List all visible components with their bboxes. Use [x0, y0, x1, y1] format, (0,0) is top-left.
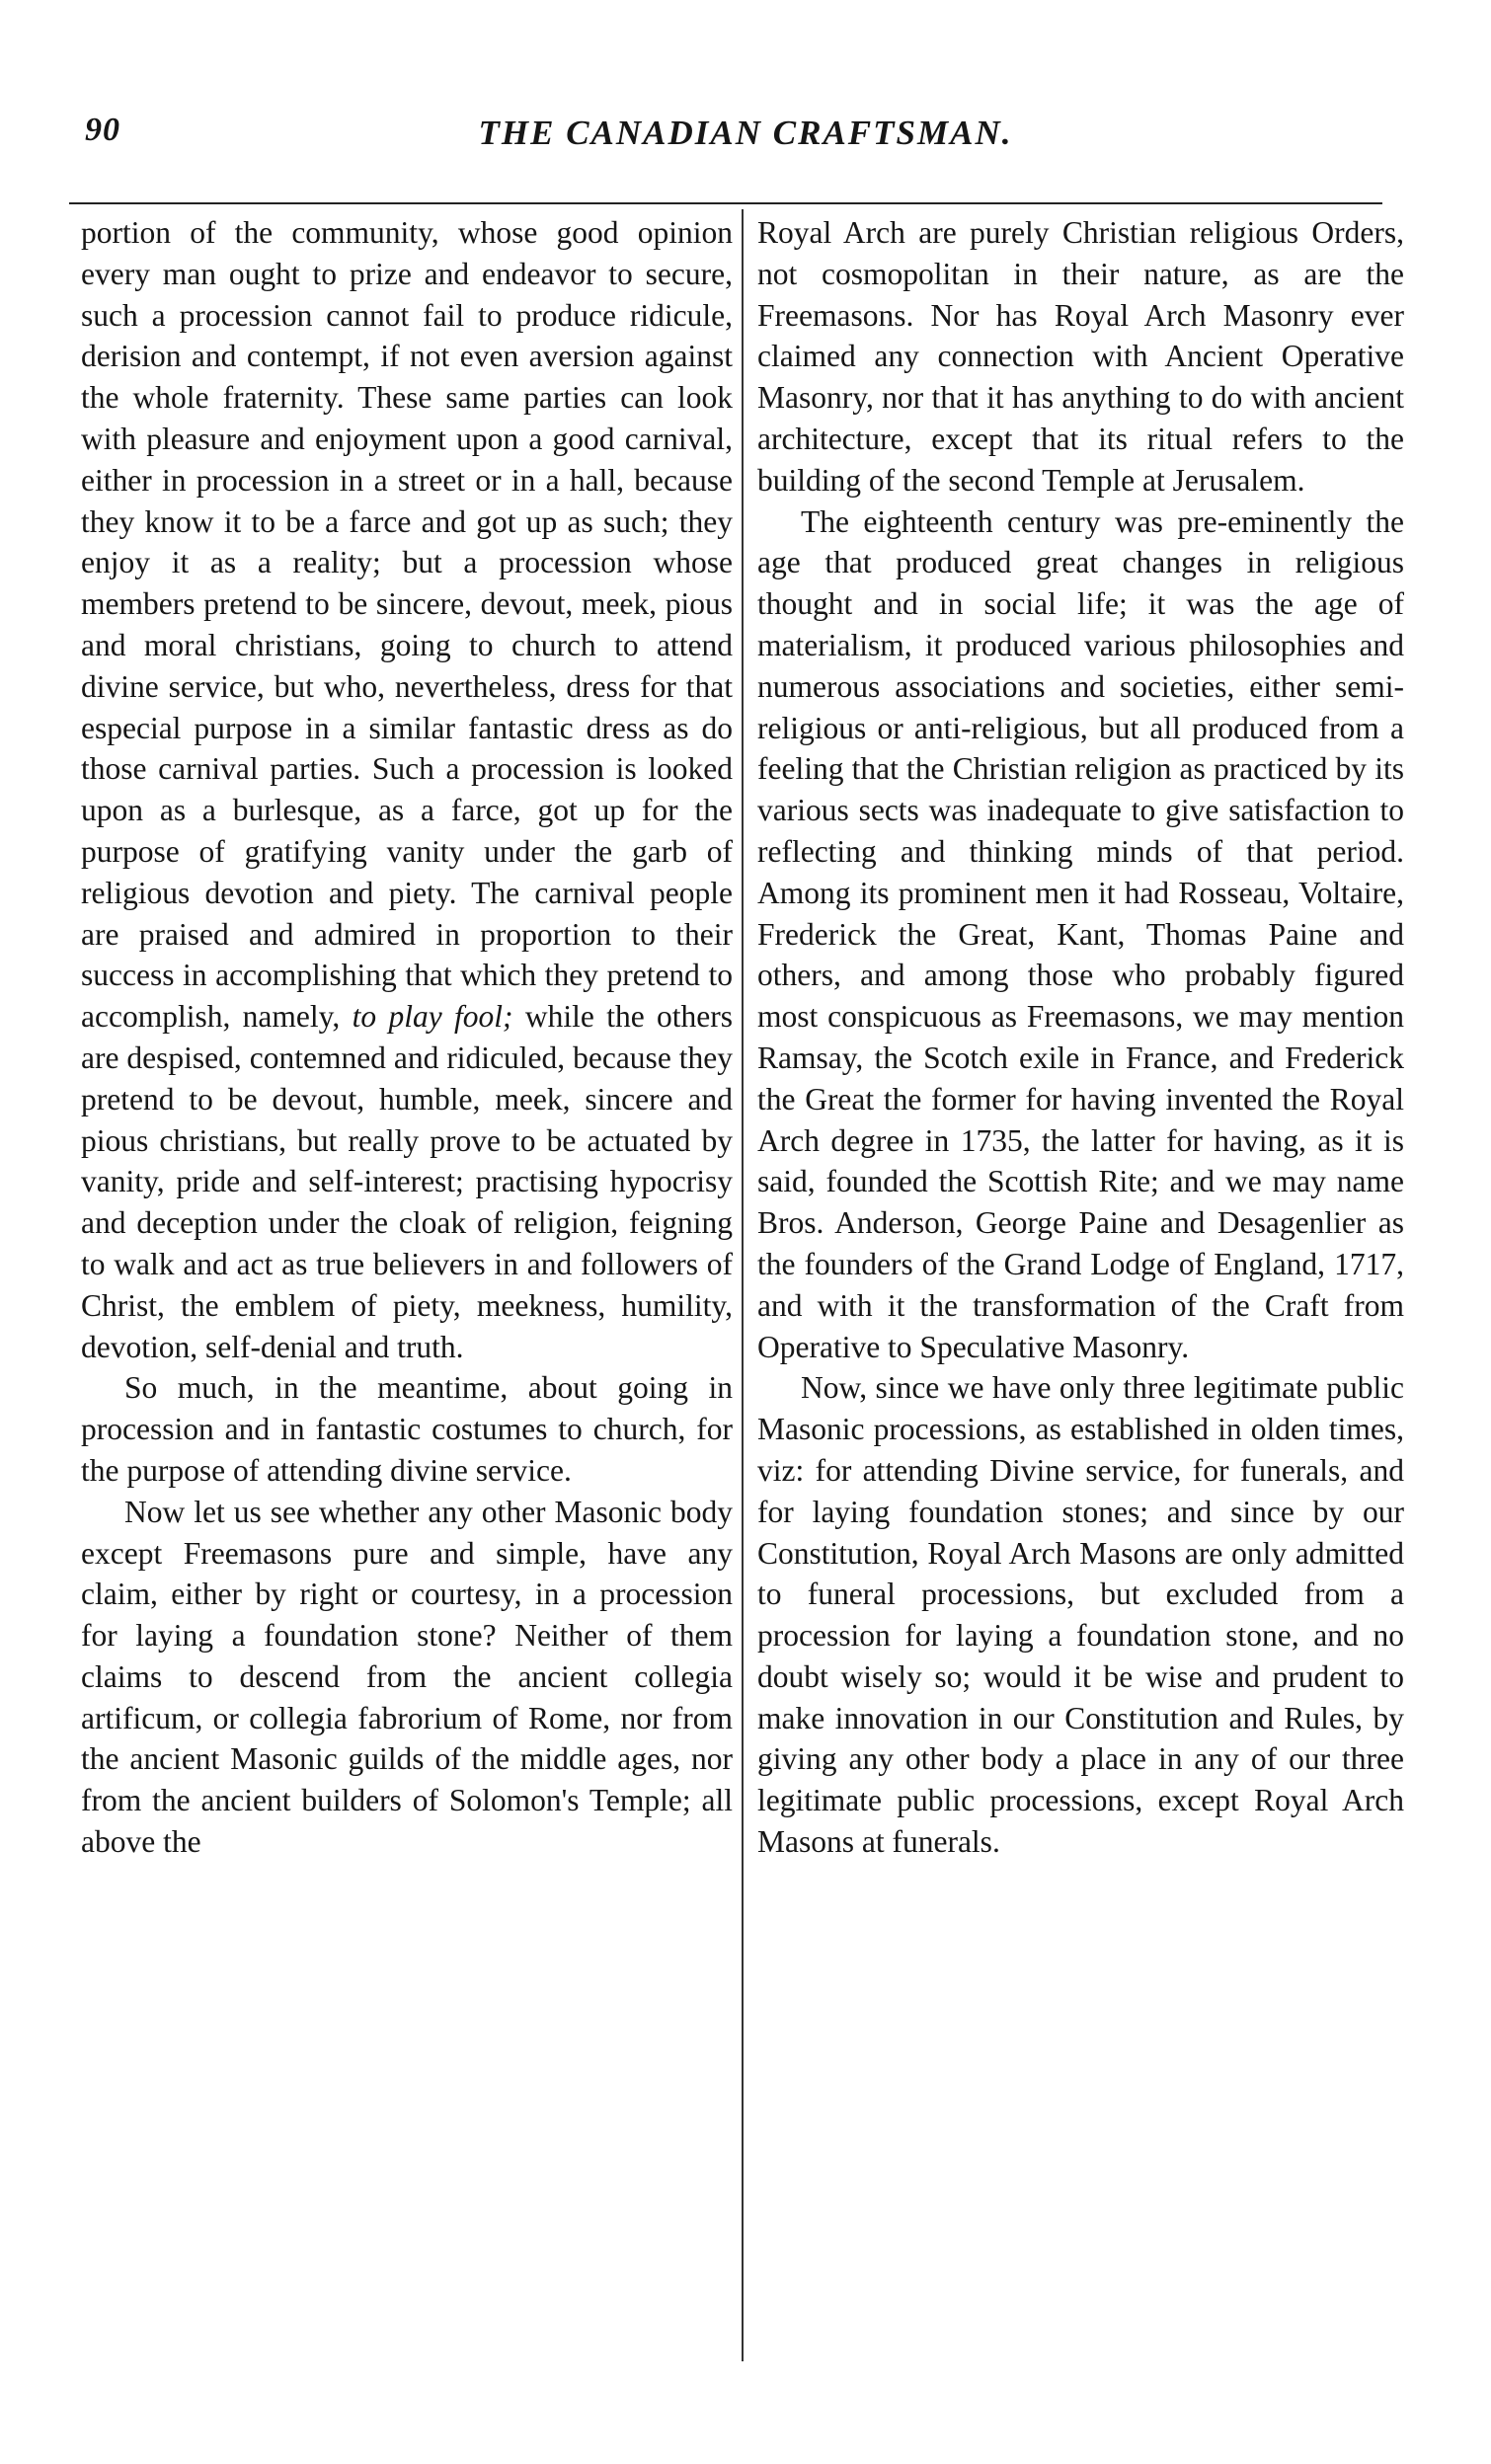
left-paragraph-2: So much, in the meantime, about going in procession and in fantastic costumes to church, for the purpose of attending divine service. — [81, 1370, 733, 1488]
left-column — [81, 212, 733, 1863]
right-paragraph-3: Now, since we have only three legitimate public Masonic processions, as established in olden times, viz: for attending Divine service, for funerals, and for laying foundation stones; and since by our Constitution, Royal Arch Masons are only admitted to funeral processions, but excluded from a procession for laying a foundation stone, and no doubt wisely so; would it be wise and prudent to make innovation in our Constitution and Rules, by giving any other body a place in any of our three legitimate public processions, except Royal Arch Masons at funerals. — [757, 1370, 1404, 1860]
page-header — [69, 94, 1382, 163]
left-paragraph-1-italic: to play fool; — [352, 999, 513, 1035]
header-rule — [69, 202, 1382, 204]
right-paragraph-2: The eighteenth century was pre-eminently the age that produced great changes in religious thought and in social life; it was the age of materialism, it produced various philosophies and numerous associations and societies, either semi-religious or anti-religious, but all produced from a feeling that the Christian religion as practiced by its various sects was inadequate to give satisfaction to reflecting and thinking minds of that period. Among its prominent men it had Rosseau, Voltaire, Frederick the Great, Kant, Thomas Paine and others, and among those who probably figured most conspicuous as Freemasons, we may mention Ramsay, the Scotch exile in France, and Frederick the Great the former for having invented the Royal Arch degree in 1735, the latter for having, as it is said, founded the Scottish Rite; and we may name Bros. Anderson, George Paine and Desagenlier as the founders of the Grand Lodge of England, 1717, and with it the transformation of the Craft from Operative to Speculative Masonry. — [757, 503, 1404, 1364]
left-paragraph-1-text: portion of the community, whose good opinion every man ought to prize and endeavor to secure, such a procession cannot fail to produce ridicule, derision and contempt, if not even aversion against the whole fraternity. These same parties can look with pleasure and enjoyment upon a good carnival, either in procession in a street or in a hall, because they know it to be a farce and got up as such; they enjoy it as a reality; but a procession whose members pretend to be sincere, devout, meek, pious and moral christians, going to church to attend divine service, but who, nevertheless, dress for that especial purpose in a similar fantastic dress as do those carnival parties. Such a procession is looked upon as a burlesque, as a farce, got up for the purpose of gratifying vanity under the garb of religious devotion and piety. The carnival people are praised and admired in proportion to their success in accomplishing that which they pretend to accomplish, namely, — [81, 215, 733, 1035]
right-column — [757, 212, 1404, 1863]
left-paragraph-3: Now let us see whether any other Masonic body except Freemasons pure and simple, have any claim, either by right or courtesy, in a procession for laying a foundation stone? Neither of them claims to descend from the ancient collegia artificum, or collegia fabrorium of Rome, nor from the ancient Masonic guilds of the middle ages, nor from the ancient builders of Solomon's Temple; all above the — [81, 1494, 733, 1860]
page-number: 90 — [85, 112, 120, 148]
column-divider — [742, 209, 744, 2361]
right-paragraph-1: Royal Arch are purely Christian religious Orders, not cosmopolitan in their nature, as are the Freemasons. Nor has Royal Arch Masonry ever claimed any connection with Ancient Operative Masonry, nor that it has anything to do with ancient architecture, except that its ritual refers to the building of the second Temple at Jerusalem. — [757, 215, 1404, 498]
left-paragraph-1-end: while the others are despised, contemned and ridiculed, because they pretend to be devout, humble, meek, sincere and pious christians, but really prove to be actuated by vanity, pride and self-interest; practising hypocrisy and deception under the cloak of religion, feigning to walk and act as true believers in and followers of Christ, the emblem of piety, meekness, humility, devotion, self-denial and truth. — [81, 999, 734, 1364]
running-title: THE CANADIAN CRAFTSMAN. — [478, 114, 1013, 152]
left-paragraph-1 — [81, 212, 733, 1367]
